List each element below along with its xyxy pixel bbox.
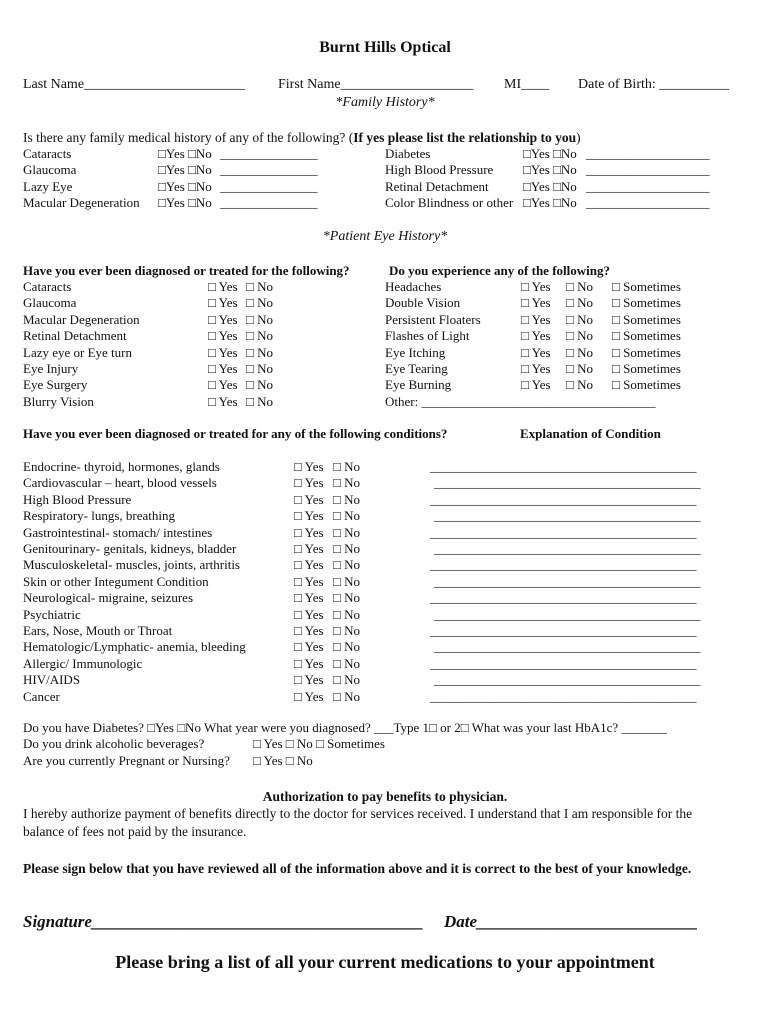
family-yes-no-options[interactable]: □Yes □No <box>523 146 577 161</box>
eye-condition-label: Retinal Detachment <box>23 328 127 344</box>
no-checkbox[interactable]: □ No <box>333 655 360 671</box>
pregnant-label: Are you currently Pregnant or Nursing? <box>23 753 230 768</box>
sometimes-checkbox[interactable]: □ Sometimes <box>612 328 681 344</box>
yes-checkbox[interactable]: □ Yes <box>521 295 551 311</box>
symptom-label: Double Vision <box>385 295 461 311</box>
alcohol-label: Do you drink alcoholic beverages? <box>23 736 205 751</box>
condition-label: Cardiovascular – heart, blood vessels <box>23 475 217 491</box>
yes-checkbox[interactable]: □ Yes <box>294 541 324 556</box>
condition-label: HIV/AIDS <box>23 672 81 688</box>
yes-checkbox[interactable]: □ Yes <box>294 623 324 638</box>
no-checkbox[interactable]: □ No <box>566 344 593 360</box>
yes-checkbox[interactable]: □ Yes <box>294 688 324 704</box>
mi-field[interactable]: MI____ <box>504 77 550 92</box>
no-checkbox[interactable]: □ No <box>333 508 360 524</box>
no-checkbox[interactable]: □ No <box>566 377 593 393</box>
family-relationship-line[interactable]: _______________ <box>220 146 318 161</box>
yes-checkbox[interactable]: □ Yes <box>294 524 324 540</box>
yes-checkbox[interactable]: □ Yes <box>208 344 238 360</box>
explanation-line[interactable]: _________________________________________ <box>434 606 701 622</box>
symptom-label: Eye Itching <box>385 344 446 360</box>
condition-label: Endocrine- thyroid, hormones, glands <box>23 459 220 474</box>
explanation-line[interactable]: _________________________________________ <box>430 655 697 671</box>
explanation-line[interactable]: _________________________________________ <box>434 672 701 688</box>
eye-condition-label: Cataracts <box>23 279 72 294</box>
diagnosed-question: Have you ever been diagnosed or treated for the following? <box>23 263 350 278</box>
family-condition-label: Lazy Eye <box>23 178 73 194</box>
sometimes-checkbox[interactable]: □ Sometimes <box>612 295 681 311</box>
eye-condition-label: Eye Injury <box>23 361 79 376</box>
alcohol-options[interactable]: □ Yes □ No □ Sometimes <box>253 736 385 751</box>
yes-checkbox[interactable]: □ Yes <box>294 590 324 606</box>
conditions-question: Have you ever been diagnosed or treated for any of the following conditions? <box>23 426 448 441</box>
family-yes-no-options[interactable]: □Yes □No <box>158 162 212 178</box>
other-field[interactable]: Other: ____________________________________ <box>385 394 656 409</box>
no-checkbox[interactable]: □ No <box>333 524 360 540</box>
family-relationship-line[interactable]: _______________ <box>220 178 318 194</box>
yes-checkbox[interactable]: □ Yes <box>294 606 324 622</box>
first-name-field[interactable]: First Name___________________ <box>278 77 474 92</box>
no-checkbox[interactable]: □ No <box>333 459 360 474</box>
no-checkbox[interactable]: □ No <box>333 688 360 704</box>
no-checkbox[interactable]: □ No <box>333 475 360 491</box>
dob-field[interactable]: Date of Birth: __________ <box>578 77 730 92</box>
family-relationship-line[interactable]: ___________________ <box>586 162 710 178</box>
no-checkbox[interactable]: □ No <box>246 295 273 311</box>
explanation-line[interactable]: _________________________________________ <box>434 573 701 589</box>
diabetes-question[interactable]: Do you have Diabetes? □Yes □No What year were you diagnosed? ___Type 1□ or 2□ What was your last HbA1c? _______ <box>23 720 667 735</box>
family-relationship-line[interactable]: ___________________ <box>586 146 710 161</box>
symptom-label: Eye Tearing <box>385 361 448 376</box>
no-checkbox[interactable]: □ No <box>333 590 360 606</box>
last-name-field[interactable]: Last Name_______________________ <box>23 77 246 92</box>
condition-label: Psychiatric <box>23 606 81 622</box>
no-checkbox[interactable]: □ No <box>566 311 593 327</box>
symptom-label: Headaches <box>385 279 442 294</box>
yes-checkbox[interactable]: □ Yes <box>294 491 324 507</box>
explanation-line[interactable]: _________________________________________ <box>434 475 701 491</box>
family-relationship-line[interactable]: ___________________ <box>586 178 710 194</box>
condition-label: Neurological- migraine, seizures <box>23 590 194 606</box>
symptom-label: Flashes of Light <box>385 328 470 344</box>
explanation-line[interactable]: _________________________________________ <box>430 491 697 507</box>
explanation-line[interactable]: _________________________________________ <box>430 557 697 573</box>
yes-checkbox[interactable]: □ Yes <box>208 311 238 327</box>
sometimes-checkbox[interactable]: □ Sometimes <box>612 344 681 360</box>
date-field[interactable]: Date__________________________ <box>444 912 699 931</box>
yes-checkbox[interactable]: □ Yes <box>521 344 551 360</box>
no-checkbox[interactable]: □ No <box>333 623 360 638</box>
yes-checkbox[interactable]: □ Yes <box>521 377 551 393</box>
medications-note: Please bring a list of all your current medications to your appointment <box>115 952 655 972</box>
eye-condition-label: Lazy eye or Eye turn <box>23 344 133 360</box>
family-relationship-line[interactable]: _______________ <box>220 195 318 211</box>
family-yes-no-options[interactable]: □Yes □No <box>523 178 577 194</box>
no-checkbox[interactable]: □ No <box>566 279 593 294</box>
no-checkbox[interactable]: □ No <box>333 672 360 688</box>
no-checkbox[interactable]: □ No <box>246 393 273 409</box>
yes-checkbox[interactable]: □ Yes <box>521 361 551 376</box>
explanation-header: Explanation of Condition <box>520 426 661 441</box>
yes-checkbox[interactable]: □ Yes <box>208 279 238 294</box>
family-condition-label: Cataracts <box>23 146 72 161</box>
no-checkbox[interactable]: □ No <box>333 573 360 589</box>
sign-note: Please sign below that you have reviewed all of the information above and it is correct to the best of your knowledge. <box>23 861 692 876</box>
yes-checkbox[interactable]: □ Yes <box>294 672 324 688</box>
explanation-line[interactable]: _________________________________________ <box>430 590 697 606</box>
no-checkbox[interactable]: □ No <box>566 295 593 311</box>
explanation-line[interactable]: _________________________________________ <box>430 623 697 638</box>
family-history-heading: *Family History* <box>335 95 435 110</box>
yes-checkbox[interactable]: □ Yes <box>294 475 324 491</box>
explanation-line[interactable]: _________________________________________ <box>434 639 701 655</box>
yes-checkbox[interactable]: □ Yes <box>208 361 238 376</box>
yes-checkbox[interactable]: □ Yes <box>521 328 551 344</box>
yes-checkbox[interactable]: □ Yes <box>521 311 551 327</box>
condition-label: Respiratory- lungs, breathing <box>23 508 175 524</box>
authorization-text: I hereby authorize payment of benefits directly to the doctor for services received. I understand that I am responsible for the balance of fees not paid by the insurance. <box>23 806 693 839</box>
experience-question: Do you experience any of the following? <box>389 263 610 278</box>
symptom-label: Eye Burning <box>385 377 452 393</box>
no-checkbox[interactable]: □ No <box>246 311 273 327</box>
no-checkbox[interactable]: □ No <box>333 541 360 556</box>
family-condition-label: High Blood Pressure <box>385 162 494 178</box>
eye-condition-label: Glaucoma <box>23 295 77 311</box>
family-yes-no-options[interactable]: □Yes □No <box>523 195 577 211</box>
condition-label: Gastrointestinal- stomach/ intestines <box>23 524 213 540</box>
yes-checkbox[interactable]: □ Yes <box>294 508 324 524</box>
patient-history-heading: *Patient Eye History* <box>322 229 448 244</box>
yes-checkbox[interactable]: □ Yes <box>521 279 551 294</box>
explanation-line[interactable]: _________________________________________ <box>434 541 701 556</box>
sometimes-checkbox[interactable]: □ Sometimes <box>612 377 681 393</box>
condition-label: Skin or other Integument Condition <box>23 573 209 589</box>
condition-label: Genitourinary- genitals, kidneys, bladder <box>23 541 237 556</box>
no-checkbox[interactable]: □ No <box>333 557 360 573</box>
family-yes-no-options[interactable]: □Yes □No <box>523 162 577 178</box>
family-condition-label: Diabetes <box>385 146 431 161</box>
family-relationship-line[interactable]: ___________________ <box>586 195 710 211</box>
yes-checkbox[interactable]: □ Yes <box>208 393 238 409</box>
family-yes-no-options[interactable]: □Yes □No <box>158 195 212 211</box>
question-prefix: Is there any family medical history of any of the following? ( <box>23 130 354 145</box>
pregnant-options[interactable]: □ Yes □ No <box>253 753 313 768</box>
yes-checkbox[interactable]: □ Yes <box>208 295 238 311</box>
question-bold: If yes please list the relationship to you <box>353 130 577 145</box>
yes-checkbox[interactable]: □ Yes <box>294 639 324 655</box>
no-checkbox[interactable]: □ No <box>333 639 360 655</box>
explanation-line[interactable]: _________________________________________ <box>434 508 701 524</box>
form-title: Burnt Hills Optical <box>319 39 451 56</box>
family-history-question <box>23 130 581 146</box>
condition-label: Hematologic/Lymphatic- anemia, bleeding <box>23 639 246 655</box>
explanation-line[interactable]: _________________________________________ <box>430 524 697 540</box>
yes-checkbox[interactable]: □ Yes <box>294 573 324 589</box>
no-checkbox[interactable]: □ No <box>566 361 593 376</box>
condition-label: Cancer <box>23 688 60 704</box>
family-condition-label: Retinal Detachment <box>385 178 489 194</box>
explanation-line[interactable]: _________________________________________ <box>430 688 697 704</box>
family-yes-no-options[interactable]: □Yes □No <box>158 178 212 194</box>
no-checkbox[interactable]: □ No <box>333 491 360 507</box>
question-suffix: ) <box>576 130 581 145</box>
sometimes-checkbox[interactable]: □ Sometimes <box>612 279 681 294</box>
eye-condition-label: Blurry Vision <box>23 393 94 409</box>
family-condition-label: Macular Degeneration <box>23 195 140 211</box>
condition-label: Ears, Nose, Mouth or Throat <box>23 623 173 638</box>
no-checkbox[interactable]: □ No <box>333 606 360 622</box>
condition-label: Musculoskeletal- muscles, joints, arthritis <box>23 557 240 573</box>
symptom-label: Persistent Floaters <box>385 311 481 327</box>
signature-field[interactable]: Signature_______________________________________ <box>23 912 424 931</box>
family-yes-no-options[interactable]: □Yes □No <box>158 146 212 161</box>
yes-checkbox[interactable]: □ Yes <box>294 557 324 573</box>
explanation-line[interactable]: _________________________________________ <box>430 459 697 474</box>
yes-checkbox[interactable]: □ Yes <box>294 459 324 474</box>
eye-condition-label: Eye Surgery <box>23 377 88 393</box>
yes-checkbox[interactable]: □ Yes <box>208 377 238 393</box>
sometimes-checkbox[interactable]: □ Sometimes <box>612 311 681 327</box>
no-checkbox[interactable]: □ No <box>246 344 273 360</box>
no-checkbox[interactable]: □ No <box>246 328 273 344</box>
family-condition-label: Color Blindness or other <box>385 195 514 211</box>
yes-checkbox[interactable]: □ Yes <box>208 328 238 344</box>
sometimes-checkbox[interactable]: □ Sometimes <box>612 361 681 376</box>
no-checkbox[interactable]: □ No <box>246 361 273 376</box>
no-checkbox[interactable]: □ No <box>246 279 273 294</box>
family-relationship-line[interactable]: _______________ <box>220 162 318 178</box>
no-checkbox[interactable]: □ No <box>566 328 593 344</box>
authorization-heading: Authorization to pay benefits to physician. <box>262 789 508 804</box>
family-condition-label: Glaucoma <box>23 162 77 178</box>
condition-label: High Blood Pressure <box>23 491 132 507</box>
condition-label: Allergic/ Immunologic <box>23 655 143 671</box>
yes-checkbox[interactable]: □ Yes <box>294 655 324 671</box>
no-checkbox[interactable]: □ No <box>246 377 273 393</box>
eye-condition-label: Macular Degeneration <box>23 311 140 327</box>
